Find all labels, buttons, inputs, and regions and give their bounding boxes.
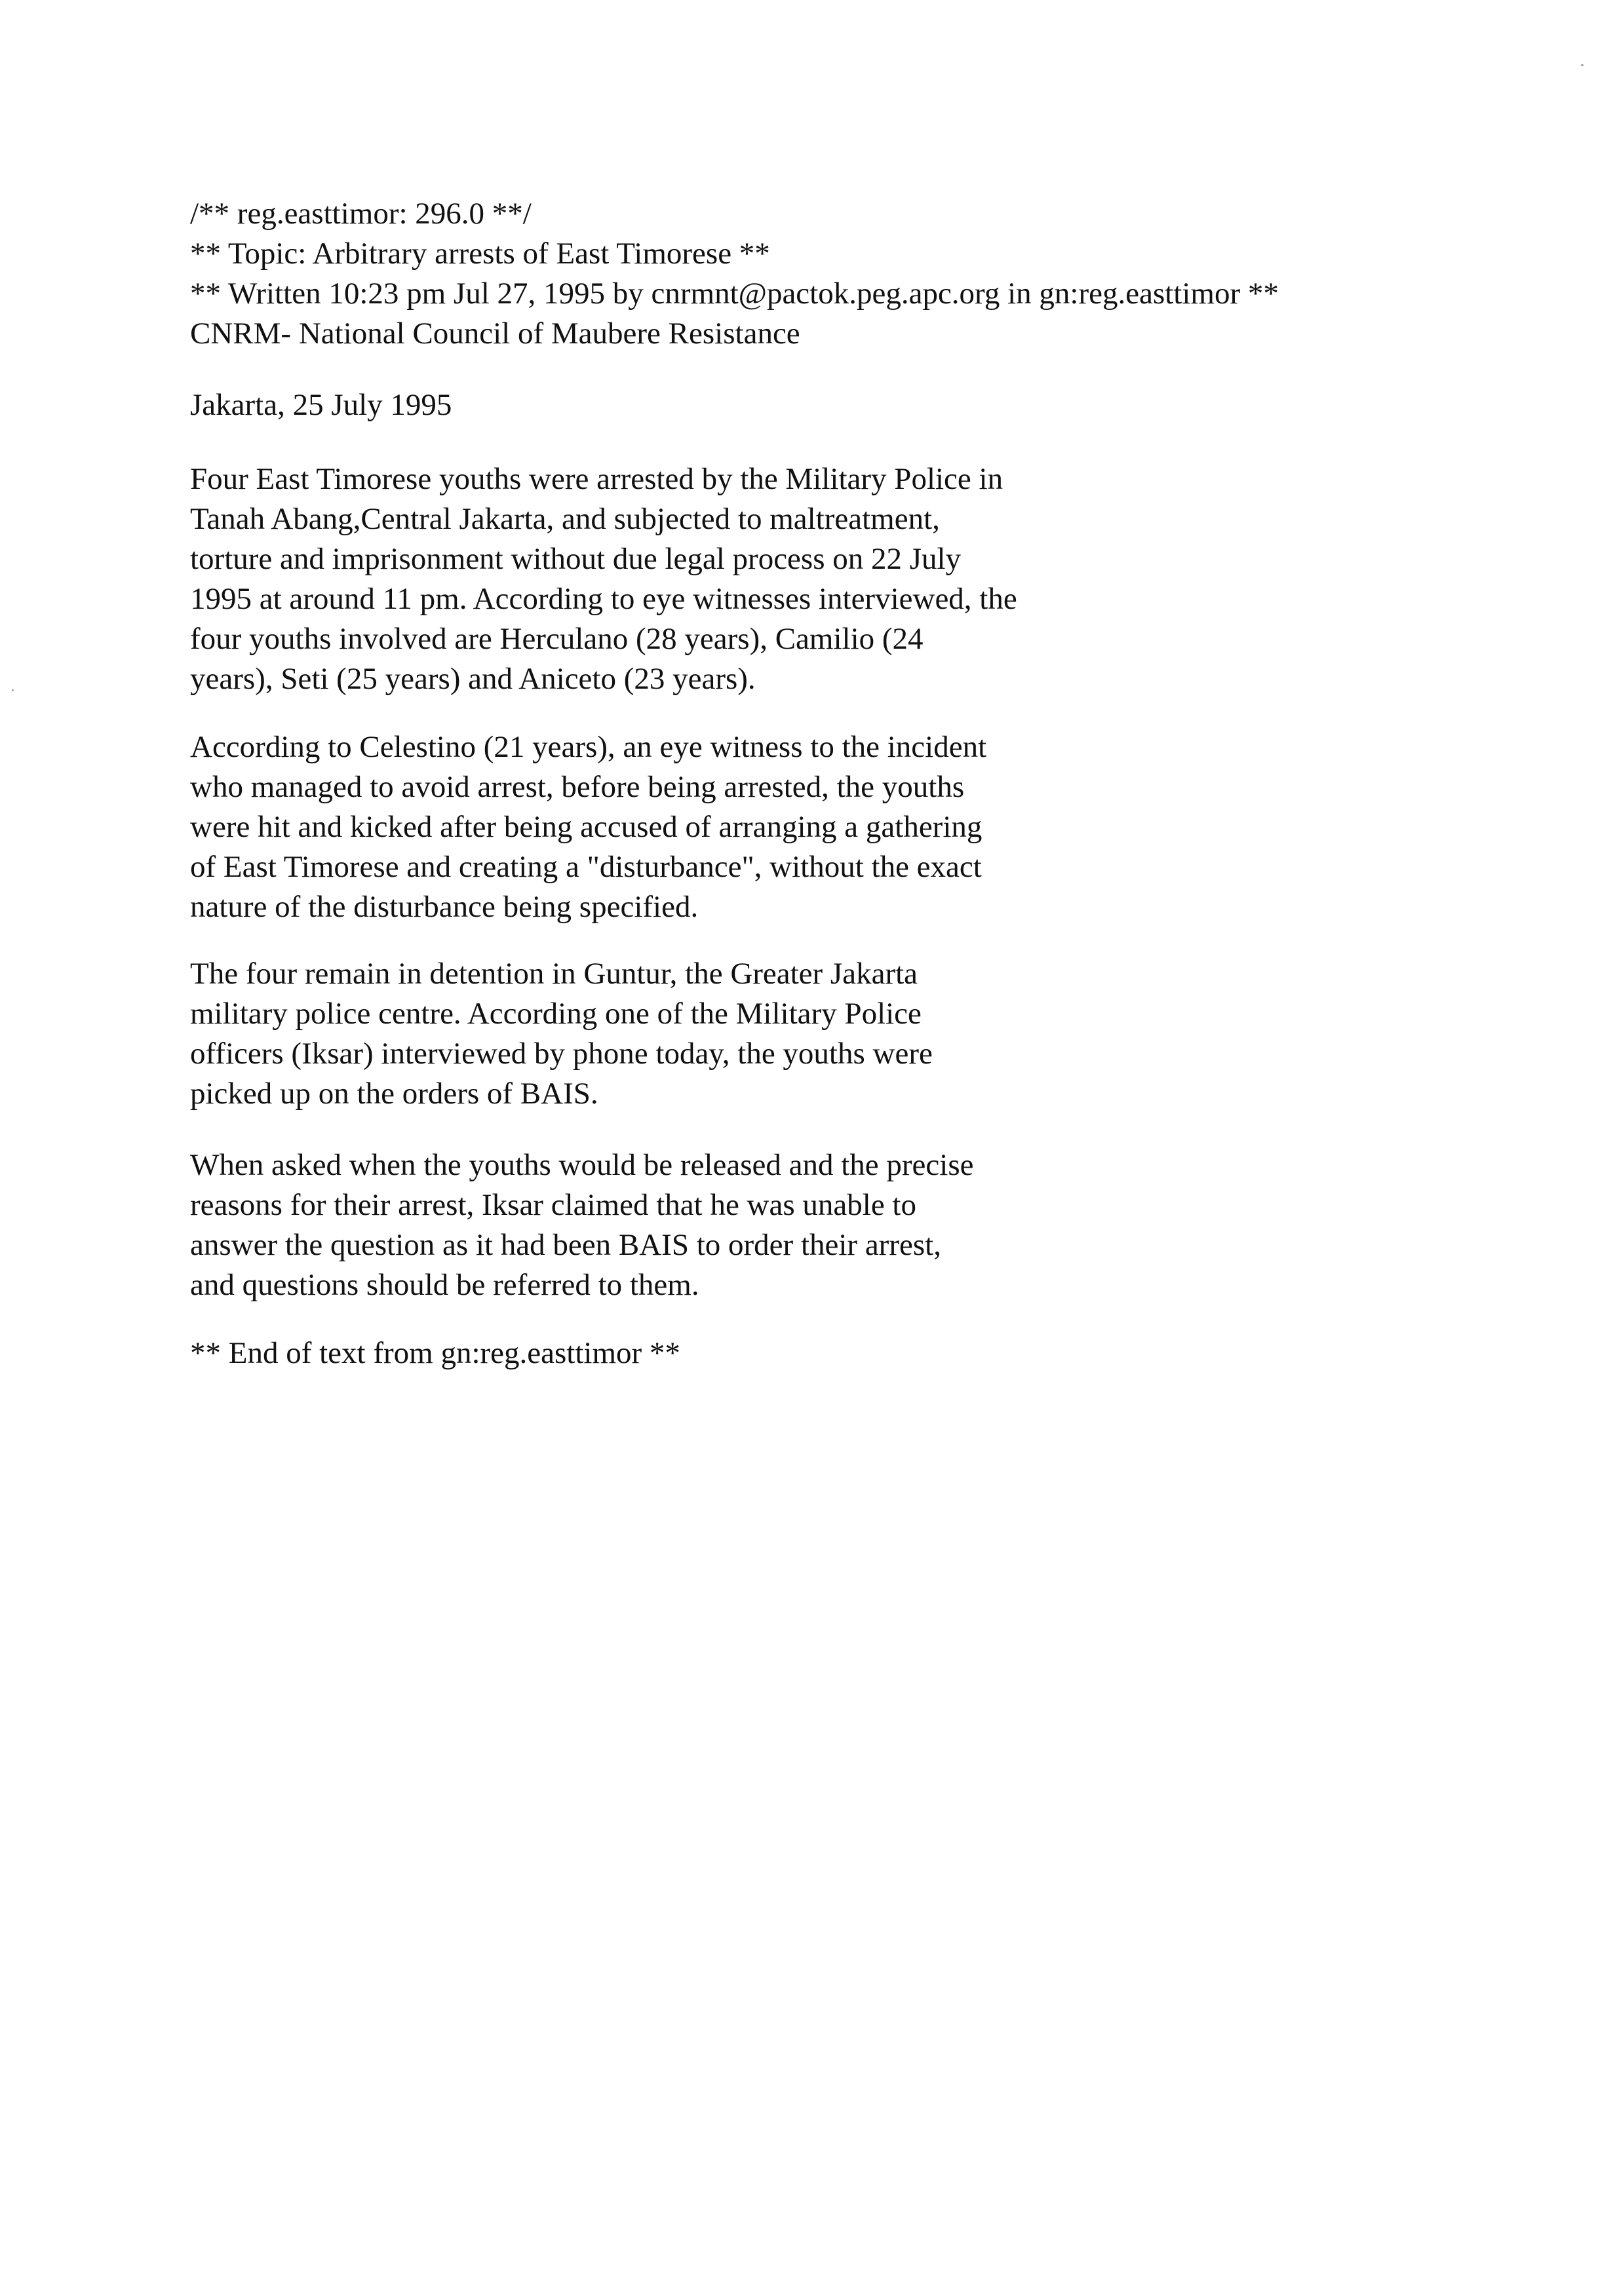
dateline: Jakarta, 25 July 1995 — [190, 388, 452, 422]
paragraph-line: of East Timorese and creating a "disturbance", without the exact — [190, 850, 982, 884]
paragraph-line: years), Seti (25 years) and Aniceto (23 years). — [190, 662, 756, 696]
paragraph-line: 1995 at around 11 pm. According to eye witnesses interviewed, the — [190, 582, 1017, 616]
paragraph-line: torture and imprisonment without due legal process on 22 July — [190, 542, 962, 576]
paragraph-line: officers (Iksar) interviewed by phone today, the youths were — [190, 1037, 933, 1071]
body-paragraph-1 — [190, 459, 1017, 699]
paragraph-line: four youths involved are Herculano (28 years), Camilio (24 — [190, 622, 924, 656]
paragraph-line: reasons for their arrest, Iksar claimed that he was unable to — [190, 1188, 916, 1222]
message-header — [190, 194, 1279, 354]
header-line-organization: CNRM- National Council of Maubere Resistance — [190, 316, 800, 351]
paragraph-line: who managed to avoid arrest, before being arrested, the youths — [190, 770, 965, 804]
header-line-id: /** reg.easttimor: 296.0 **/ — [190, 197, 532, 231]
header-line-written: ** Written 10:23 pm Jul 27, 1995 by cnrmnt@pactok.peg.apc.org in gn:reg.easttimor ** — [190, 277, 1279, 311]
paragraph-line: were hit and kicked after being accused of arranging a gathering — [190, 810, 983, 844]
paragraph-line: and questions should be referred to them. — [190, 1268, 699, 1302]
paragraph-line: Tanah Abang,Central Jakarta, and subjected to maltreatment, — [190, 502, 940, 536]
paragraph-line: nature of the disturbance being specified. — [190, 890, 699, 924]
header-line-topic: ** Topic: Arbitrary arrests of East Timorese ** — [190, 237, 770, 271]
paragraph-line: Four East Timorese youths were arrested by the Military Police in — [190, 462, 1003, 496]
body-paragraph-2 — [190, 727, 986, 927]
paragraph-line: When asked when the youths would be released and the precise — [190, 1148, 974, 1182]
scan-speck — [1581, 64, 1584, 66]
body-paragraph-4 — [190, 1145, 973, 1305]
paragraph-line: answer the question as it had been BAIS to order their arrest, — [190, 1228, 941, 1262]
scan-speck — [12, 689, 14, 691]
paragraph-line: picked up on the orders of BAIS. — [190, 1077, 598, 1111]
paragraph-line: The four remain in detention in Guntur, the Greater Jakarta — [190, 957, 918, 991]
paragraph-line: According to Celestino (21 years), an eye witness to the incident — [190, 730, 987, 764]
message-footer: ** End of text from gn:reg.easttimor ** — [190, 1336, 680, 1370]
body-paragraph-3 — [190, 954, 933, 1114]
paragraph-line: military police centre. According one of the Military Police — [190, 997, 922, 1031]
